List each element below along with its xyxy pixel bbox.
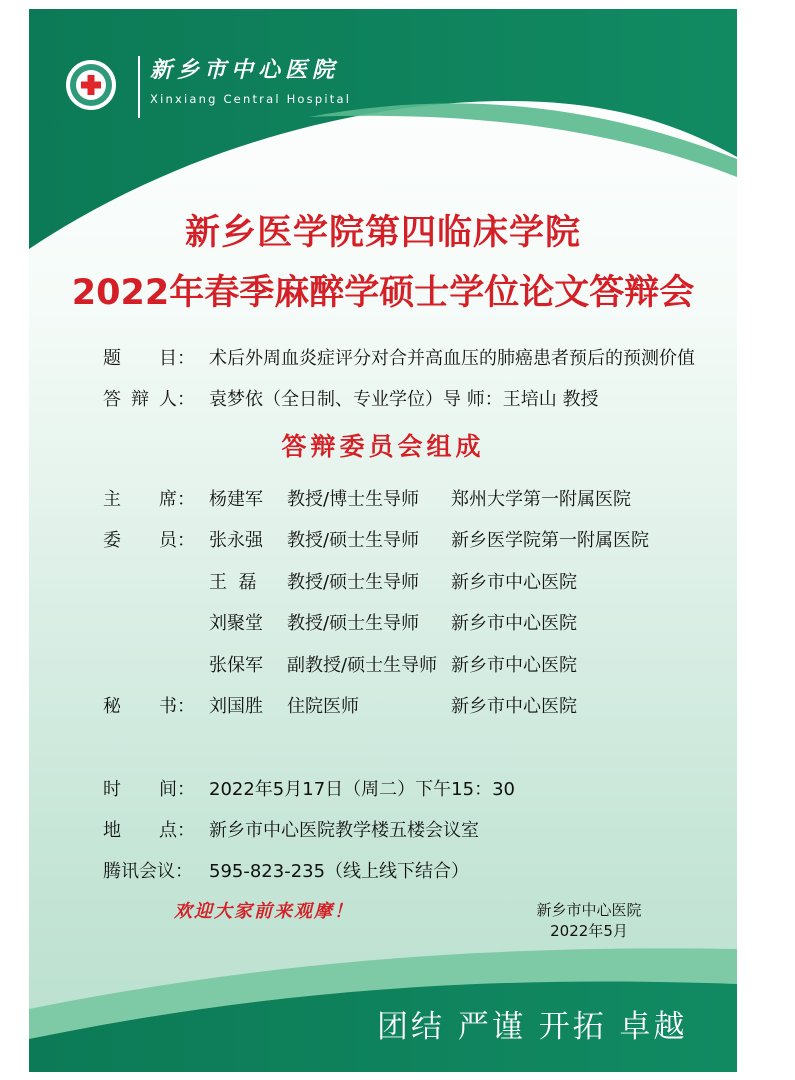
member-title: 副教授/硕士生导师 <box>287 655 438 676</box>
chair-name: 杨建军 <box>209 489 263 510</box>
logo-divider <box>138 56 140 118</box>
secretary-org: 新乡市中心医院 <box>451 696 577 717</box>
poster-title-line2: 2022年春季麻醉学硕士学位论文答辩会 <box>71 273 695 313</box>
meeting-value: 595-823-235（线上线下结合） <box>209 861 470 882</box>
member-name: 张保军 <box>209 655 263 676</box>
member-org: 新乡市中心医院 <box>451 572 577 593</box>
secretary-name: 刘国胜 <box>209 696 263 717</box>
secretary-title: 住院医师 <box>287 696 359 717</box>
member-org: 新乡市中心医院 <box>451 655 577 676</box>
poster: 新乡市中心医院 Xinxiang Central Hospital 新乡医学院第四临床学院 2022年春季麻醉学硕士学位论文答辩会 题 目： 术后外周血炎症评分对合并高血压的肺癌患者预后的预测价值 答 辩 人： 袁梦依（全日制、专业学位）导 师：王培山 教授 答辩委员会组成 主 席： 杨建军 教授/博士生导师 郑州大学第一附属医院 委 员： 张永强 教授/硕士生导师 新乡医学院第一附属医院 王 磊 教授/硕士生导师 新乡市中心医院 刘聚堂 教授/硕士生导师 新乡市中心医院 张保军 副教授/硕士生导师 新乡市中心医院 秘 书： 刘国胜 住院医师 新乡市中心医院 时 间： 2022年5月17日（周二）下午15：30 地 点： 新乡市中心医院教学楼五楼会议室 腾讯会议： 595-823-235（线上线下结合） 欢迎大家前来观摩！ 新乡市中心医院 2022年5月 团结 严谨 开拓 卓越 <box>29 9 737 1072</box>
member-title: 教授/硕士生导师 <box>287 530 420 551</box>
chair-title: 教授/博士生导师 <box>287 489 420 510</box>
member-org: 新乡市中心医院 <box>451 613 577 634</box>
welcome-text: 欢迎大家前来观摩！ <box>174 901 354 922</box>
member-name: 王 磊 <box>209 572 257 593</box>
committee-heading: 答辩委员会组成 <box>281 432 485 461</box>
hospital-name-en: Xinxiang Central Hospital <box>150 92 352 106</box>
chair-org: 郑州大学第一附属医院 <box>451 489 631 510</box>
member-title: 教授/硕士生导师 <box>287 572 420 593</box>
topic-value: 术后外周血炎症评分对合并高血压的肺癌患者预后的预测价值 <box>209 348 695 369</box>
member-name: 张永强 <box>209 530 263 551</box>
member-name: 刘聚堂 <box>209 613 263 634</box>
time-value: 2022年5月17日（周二）下午15：30 <box>209 779 515 800</box>
place-value: 新乡市中心医院教学楼五楼会议室 <box>209 820 479 841</box>
poster-title-line1: 新乡医学院第四临床学院 <box>184 213 581 253</box>
hospital-name-cn: 新乡市中心医院 <box>150 57 340 83</box>
defender-value: 袁梦依（全日制、专业学位）导 师：王培山 教授 <box>209 389 599 410</box>
signature-org: 新乡市中心医院 <box>536 901 642 919</box>
member-org: 新乡医学院第一附属医院 <box>451 530 649 551</box>
member-title: 教授/硕士生导师 <box>287 613 420 634</box>
hospital-logo-icon <box>65 59 117 111</box>
motto: 团结 严谨 开拓 卓越 <box>377 1009 688 1045</box>
signature-date: 2022年5月 <box>550 922 628 940</box>
